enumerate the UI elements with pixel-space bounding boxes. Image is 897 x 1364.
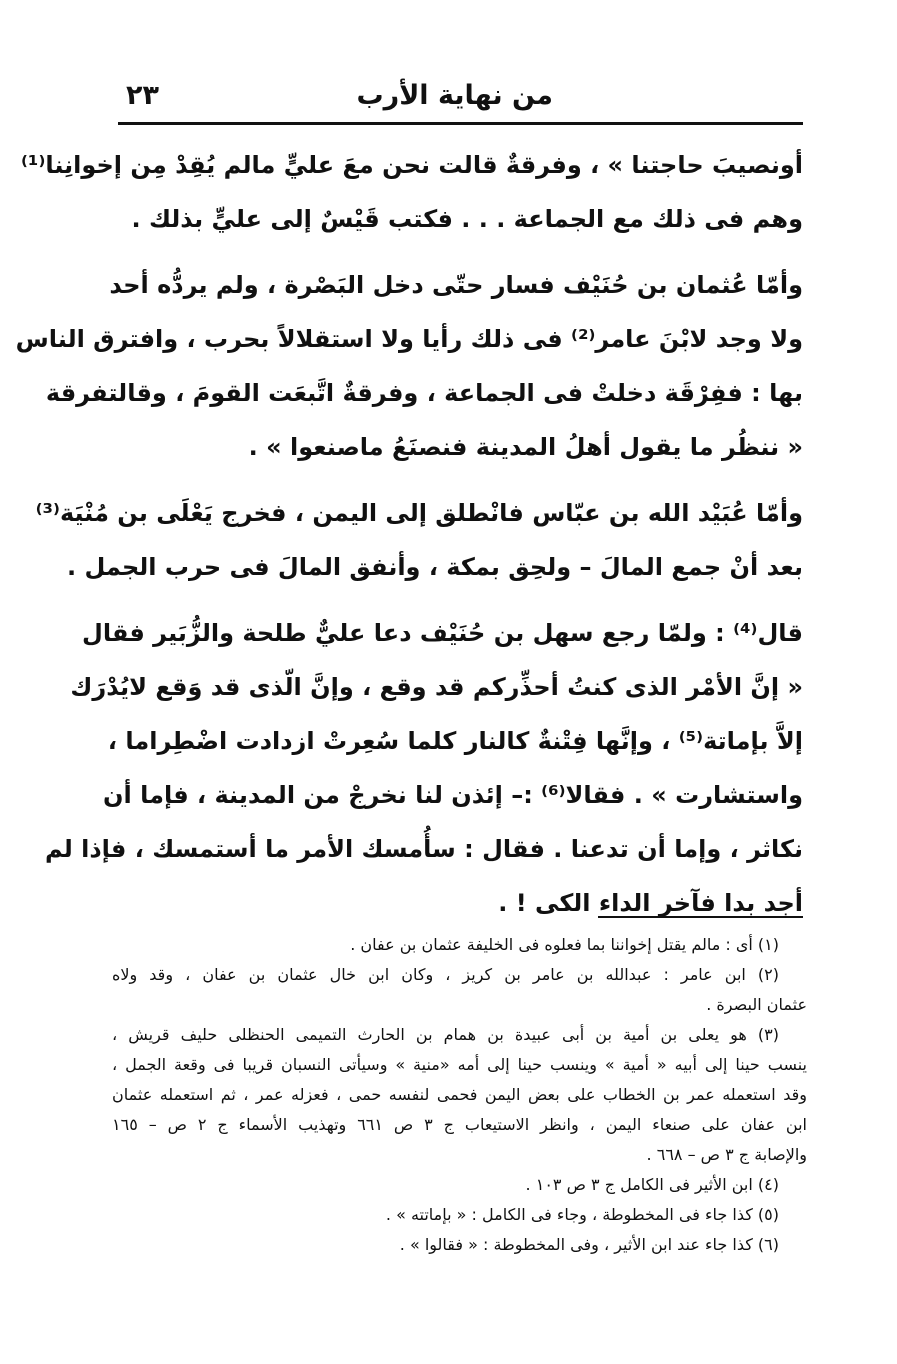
footnote-1 bbox=[112, 930, 807, 960]
paragraph-4 bbox=[44, 606, 803, 930]
page-title: من نهاية الأرب bbox=[356, 80, 553, 111]
text-line: واستشارت » . فقالا⁽⁶⁾ :– إئذن لنا نخرجْ من المدينة ، فإما أن bbox=[103, 781, 803, 809]
footnote-line: ينسب حينا إلى أبيه « أمية » وينسب حينا إلى أمه «منية » وسيأتى النسبان قريبا فى وقعة الجمل ، bbox=[112, 1055, 807, 1074]
footnote-line: (١) أى : مالم يقتل إخواننا بما فعلوه فى الخليفة عثمان بن عفان . bbox=[350, 935, 779, 954]
footnotes bbox=[112, 930, 807, 1260]
text-line: « ننظُر ما يقول أهلُ المدينة فنصنَعُ ماصنعوا » . bbox=[248, 433, 803, 461]
footnote-line: ابن عفان على صنعاء اليمن ، وانظر الاستيعاب ج ٣ ص ٦٦١ وتهذيب الأسماء ج ٢ ص – ١٦٥ bbox=[112, 1115, 807, 1134]
main-text bbox=[15, 138, 803, 942]
footnote-line: عثمان البصرة . bbox=[706, 995, 807, 1014]
footnote-line: وقد استعمله عمر بن الخطاب على بعض اليمن فحمى لنفسه حمى ، فعزله عمر ، ثم استعمله عثمان bbox=[112, 1085, 807, 1104]
footnote-3 bbox=[112, 1020, 807, 1170]
footnote-line: (٦) كذا جاء عند ابن الأثير ، وفى المخطوطة : « فقالوا » . bbox=[399, 1235, 779, 1254]
footnote-2 bbox=[112, 960, 807, 1020]
text-line: وهم فى ذلك مع الجماعة . . . فكتب قَيْسٌ إلى عليٍّ بذلك . bbox=[131, 205, 803, 233]
text-line: بعد أنْ جمع المالَ – ولحِق بمكة ، وأنفق المالَ فى حرب الجمل . bbox=[66, 553, 803, 581]
text-line: « إنَّ الأمْر الذى كنتُ أحذِّركم قد وقع ، وإنَّ الّذى قد وَقع لايُدْرَك bbox=[70, 673, 803, 701]
text-line: أونصيبَ حاجتنا » ، وفرقةٌ قالت نحن معَ عليٍّ مالم يُقِدْ مِن إخوانِنا⁽¹⁾ bbox=[21, 151, 803, 179]
text-line: وأمّا عُثمان بن حُنَيْف فسار حتّى دخل البَصْرة ، ولم يردُّه أحد bbox=[109, 271, 803, 299]
text-line: بها : ففِرْقَة دخلتْ فى الجماعة ، وفرقةٌ اتَّبعَت القومَ ، وقالتفرقة bbox=[45, 379, 803, 407]
footnote-line: (٥) كذا جاء فى المخطوطة ، وجاء فى الكامل : « بإماتته » . bbox=[385, 1205, 779, 1224]
paragraph-3 bbox=[35, 486, 803, 594]
running-header bbox=[118, 70, 803, 122]
text-line: وأمّا عُبَيْد الله بن عبّاس فانْطلق إلى اليمن ، فخرج يَعْلَى بن مُنْيَة⁽³⁾ bbox=[35, 499, 803, 527]
text-line: ولا وجد لابْنَ عامر⁽²⁾ فى ذلك رأيا ولا استقلالاً بحرب ، وافترق الناس bbox=[15, 325, 803, 353]
text-line: إلاَّ بإماتة⁽⁵⁾ ، وإنَّها فِتْنةٌ كالنار كلما سُعِرتْ ازدادت اضْطِراما ، bbox=[107, 727, 803, 755]
footnote-6 bbox=[112, 1230, 807, 1260]
text-line: نكاثر ، وإما أن تدعنا . فقال : سأُمسك الأمر ما أستمسك ، فإذا لم bbox=[44, 835, 803, 863]
paragraph-1 bbox=[21, 138, 803, 246]
text-line: أجد بدا فآخر الداء الكى ! . bbox=[498, 889, 803, 917]
footnote-line: (٤) ابن الأثير فى الكامل ج ٣ ص ١٠٣ . bbox=[525, 1175, 779, 1194]
footnote-5 bbox=[112, 1200, 807, 1230]
footnote-line: (٣) هو يعلى بن أمية بن أبى عبيدة بن همام بن الحارث التميمى الحنظلى حليف قريش ، bbox=[112, 1025, 779, 1044]
header-divider bbox=[118, 122, 803, 125]
page-number: ٢٣ bbox=[126, 80, 159, 111]
text-line: قال⁽⁴⁾ : ولمّا رجع سهل بن حُنَيْف دعا عليٌّ طلحة والزُّبَير فقال bbox=[82, 619, 803, 647]
paragraph-2 bbox=[15, 258, 803, 474]
footnote-line: والإصابة ج ٣ ص – ٦٦٨ . bbox=[646, 1145, 807, 1164]
footnote-divider bbox=[598, 916, 803, 918]
footnote-line: (٢) ابن عامر : عبدالله بن عامر بن كريز ، وكان ابن خال عثمان بن عفان ، وقد ولاه bbox=[112, 965, 779, 984]
footnote-4 bbox=[112, 1170, 807, 1200]
